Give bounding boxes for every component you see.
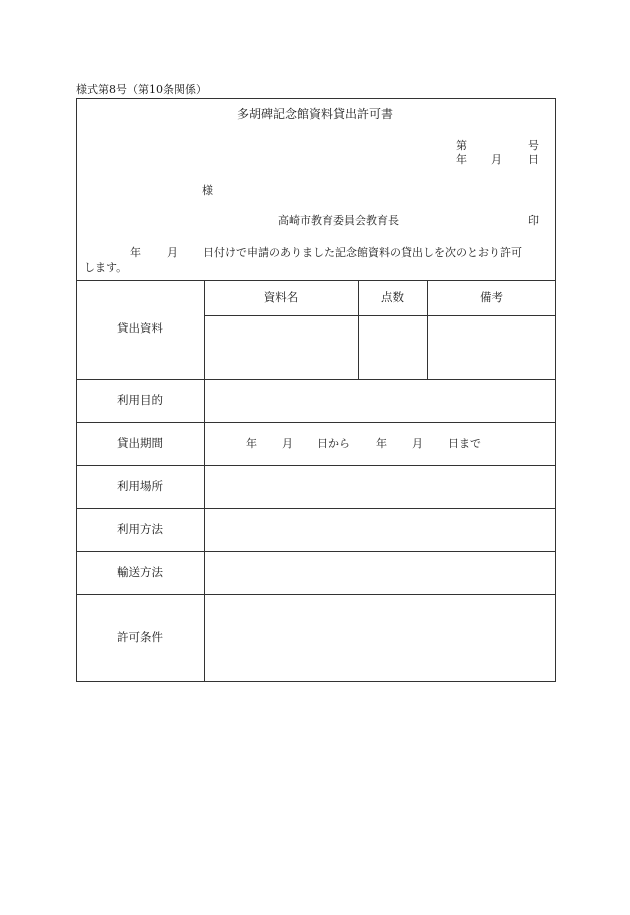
period-from-year: 年 <box>246 437 257 450</box>
grid-line <box>76 594 556 595</box>
date-year: 年 <box>456 153 467 166</box>
loan-materials-label: 貸出資料 <box>117 321 163 335</box>
grid-line <box>76 379 556 380</box>
number-go: 号 <box>528 139 539 152</box>
period-to-year: 年 <box>376 437 387 450</box>
period-from-month: 月 <box>282 437 293 450</box>
grid-line <box>76 551 556 552</box>
row-label-purpose: 利用目的 <box>117 393 163 407</box>
date-day: 日 <box>528 153 539 166</box>
period-from-day: 日から <box>317 437 350 450</box>
grid-line <box>76 280 556 281</box>
body-year: 年 <box>130 246 141 259</box>
date-month: 月 <box>491 153 502 166</box>
grid-line <box>76 422 556 423</box>
column-count: 点数 <box>381 290 404 304</box>
period-to-day: 日まで <box>448 437 481 450</box>
row-label-location: 利用場所 <box>117 479 163 493</box>
grid-line <box>76 465 556 466</box>
row-label-loan-period: 貸出期間 <box>117 436 163 450</box>
recipient-suffix: 様 <box>202 184 213 197</box>
row-label-transport: 輸送方法 <box>117 565 163 579</box>
row-label-method: 利用方法 <box>117 522 163 536</box>
row-label-conditions: 許可条件 <box>117 630 163 644</box>
document-title: 多胡碑記念館資料貸出許可書 <box>236 107 393 121</box>
form-label: 様式第8号（第10条関係） <box>76 83 207 96</box>
period-to-month: 月 <box>412 437 423 450</box>
body-month: 月 <box>167 246 178 259</box>
number-dai: 第 <box>456 139 467 152</box>
body-text-line2: します。 <box>84 261 128 274</box>
body-text-line1: 日付けで申請のありました記念館資料の貸出しを次のとおり許可 <box>203 246 522 259</box>
issuer-name: 高崎市教育委員会教育長 <box>278 214 399 227</box>
grid-line <box>76 508 556 509</box>
grid-line <box>204 280 205 682</box>
column-remarks: 備考 <box>480 290 503 304</box>
column-material-name: 資料名 <box>263 290 299 304</box>
grid-line <box>204 315 556 316</box>
seal-mark: 印 <box>528 214 539 227</box>
